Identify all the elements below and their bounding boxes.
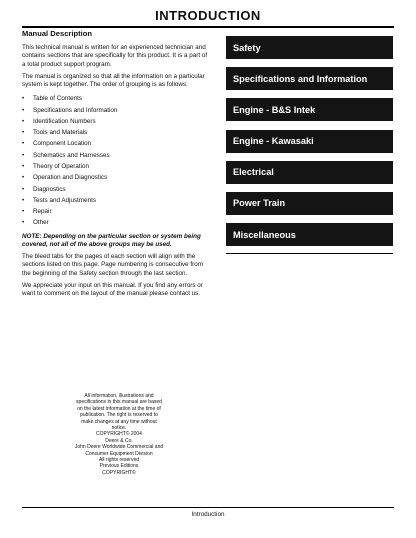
copyright-line: make changes at any time without	[81, 418, 157, 425]
copyright-line: Previous Editions	[99, 463, 139, 470]
list-item: • Theory of Operation	[22, 161, 212, 172]
bullet-icon: •	[22, 163, 25, 170]
intro-paragraph: This technical manual is written for an experienced technician and contains sections that are specifically for this product. It is a part of a total product support program.	[22, 44, 208, 68]
tab-safety[interactable]: Safety	[226, 36, 393, 59]
tab-electrical[interactable]: Electrical	[226, 161, 393, 184]
list-item: • Operation and Diagnostics	[22, 172, 212, 183]
manual-description	[22, 30, 212, 302]
copyright-line: specifications in this manual are based	[76, 399, 162, 406]
list-item: • Specifications and Information	[22, 105, 212, 116]
copyright-notice	[72, 393, 166, 476]
list-item: • Table of Contents	[22, 93, 212, 104]
copyright-line: Deere & Co.	[105, 437, 133, 444]
organization-paragraph: The manual is organized so that all the information on a particular system is kept together. The order of grouping is as follows:	[22, 72, 205, 89]
note-paragraph: NOTE: Depending on the particular section or system being covered, not all of the above groups may be used.	[22, 232, 201, 248]
footer-rule	[22, 507, 394, 508]
bullet-icon: •	[22, 174, 25, 182]
bullet-icon: •	[22, 129, 25, 137]
feedback-paragraph: We appreciate your input on this manual. If you find any errors or want to comment on the layout of the manual please contact us.	[22, 281, 203, 297]
tab-power-train[interactable]: Power Train	[226, 192, 393, 215]
copyright-line: publication. The right is reserved to	[80, 412, 158, 419]
list-item: • Diagnostics	[22, 184, 212, 195]
tab-specifications-and-information[interactable]: Specifications and Information	[226, 67, 393, 90]
list-item: • Component Location	[22, 138, 212, 149]
list-item: • Other	[22, 217, 212, 228]
copyright-line: COPYRIGHT© 2004	[96, 431, 142, 438]
list-item: • Tools and Materials	[22, 127, 212, 138]
copyright-line: on the latest information at the time of	[77, 405, 161, 412]
section-title: Manual Description	[22, 29, 93, 38]
copyright-line: notice.	[111, 425, 127, 432]
bullet-icon: •	[22, 185, 25, 193]
bullet-icon: •	[22, 151, 25, 159]
header-rule	[22, 26, 394, 28]
list-item: • Tests and Adjustments	[22, 195, 212, 206]
tab-miscellaneous[interactable]: Miscellaneous	[226, 223, 393, 246]
bullet-icon: •	[22, 219, 25, 227]
copyright-line: COPYRIGHT©	[102, 469, 136, 476]
tab-engine-bs-intek[interactable]: Engine - B&S Intek	[226, 98, 393, 121]
section-tabs	[226, 36, 393, 254]
copyright-line: Consumer Equipment Division	[85, 450, 153, 457]
grouping-list	[22, 93, 212, 229]
copyright-line: John Deere Worldwide Commercial and	[74, 444, 164, 451]
bullet-icon: •	[22, 140, 25, 148]
bullet-icon: •	[22, 208, 25, 216]
list-item: • Schematics and Harnesses	[22, 150, 212, 161]
copyright-line: All rights reserved	[98, 457, 139, 464]
bullet-icon: •	[22, 106, 25, 114]
tab-engine-kawasaki[interactable]: Engine - Kawasaki	[226, 130, 393, 153]
bullet-icon: •	[22, 95, 25, 103]
tabs-end-rule	[226, 253, 393, 254]
bullet-icon: •	[22, 196, 25, 204]
list-item: • Repair	[22, 206, 212, 217]
bleed-tabs-paragraph: The bleed tabs for the pages of each section will align with the sections listed on this page. Page numbering is consecutive from the beginning of the Safety section through the last section.	[22, 253, 203, 277]
bullet-icon: •	[22, 117, 25, 125]
copyright-line: All information, illustrations and	[84, 393, 154, 399]
footer-label: Introduction	[191, 511, 225, 518]
page-title: INTRODUCTION	[155, 8, 261, 23]
list-item: • Identification Numbers	[22, 116, 212, 127]
